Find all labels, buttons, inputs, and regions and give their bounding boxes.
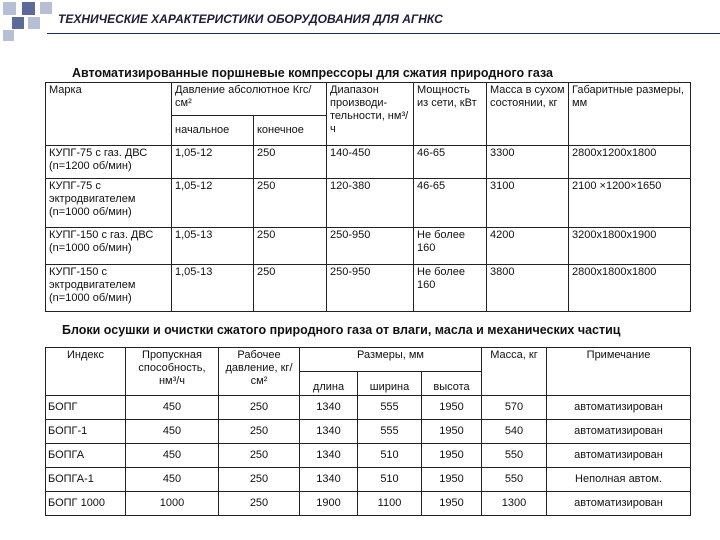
header-work-pressure: Рабочее давление, кг/см² [219, 348, 300, 396]
header-brand: Марка [46, 83, 172, 146]
cell-p-end: 250 [254, 265, 327, 312]
header-width: ширина [358, 372, 422, 396]
cell-note: автоматизирован [547, 492, 691, 516]
cell-power: Не более 160 [414, 228, 487, 265]
cell-throughput: 450 [126, 420, 219, 444]
title-divider [47, 33, 720, 34]
cell-mass: 550 [482, 468, 547, 492]
cell-mass: 3300 [487, 146, 569, 179]
header-mass: Масса в сухом состоянии, кг [487, 83, 569, 146]
cell-height: 1950 [422, 444, 482, 468]
cell-width: 510 [358, 468, 422, 492]
cell-brand: КУПГ-75 с газ. ДВС (n=1200 об/мин) [46, 146, 172, 179]
cell-p-end: 250 [254, 179, 327, 228]
cell-capacity: 140-450 [327, 146, 414, 179]
cell-brand: КУПГ-75 с эктродвигателем (n=1000 об/мин) [46, 179, 172, 228]
dryer-blocks-table [45, 347, 691, 516]
cell-width: 510 [358, 444, 422, 468]
cell-height: 1950 [422, 420, 482, 444]
page-title: ТЕХНИЧЕСКИЕ ХАРАКТЕРИСТИКИ ОБОРУДОВАНИЯ ДЛЯ АГНКС [58, 12, 443, 26]
header-height: высота [422, 372, 482, 396]
cell-p-end: 250 [254, 146, 327, 179]
cell-p-start: 1,05-13 [172, 228, 254, 265]
header-power: Мощность из сети, кВт [414, 83, 487, 146]
cell-height: 1950 [422, 468, 482, 492]
table-row [46, 396, 691, 420]
cell-dims: 2800х1800х1800 [569, 265, 691, 312]
header-note: Примечание [547, 348, 691, 396]
cell-height: 1950 [422, 396, 482, 420]
cell-mass: 3800 [487, 265, 569, 312]
header-pressure-end: конечное [254, 116, 327, 146]
cell-pressure: 250 [219, 444, 300, 468]
cell-p-start: 1,05-12 [172, 146, 254, 179]
cell-dims: 2800х1200х1800 [569, 146, 691, 179]
cell-note: автоматизирован [547, 420, 691, 444]
table-row [46, 265, 691, 312]
header-index: Индекс [46, 348, 126, 396]
cell-throughput: 450 [126, 468, 219, 492]
cell-p-start: 1,05-12 [172, 179, 254, 228]
cell-dims: 2100 ×1200×1650 [569, 179, 691, 228]
cell-width: 555 [358, 396, 422, 420]
cell-note: Неполная автом. [547, 468, 691, 492]
header-capacity: Диапазон производи-тельности, нм³/ч [327, 83, 414, 146]
cell-length: 1340 [300, 420, 358, 444]
cell-index: БОПГА-1 [46, 468, 126, 492]
cell-brand: КУПГ-150 с газ. ДВС (n=1000 об/мин) [46, 228, 172, 265]
dryer-section-title: Блоки осушки и очистки сжатого природного газа от влаги, масла и механических частиц [62, 323, 621, 337]
cell-throughput: 450 [126, 444, 219, 468]
cell-length: 1340 [300, 468, 358, 492]
cell-index: БОПГ [46, 396, 126, 420]
table-row [46, 179, 691, 228]
cell-mass: 3100 [487, 179, 569, 228]
cell-width: 1100 [358, 492, 422, 516]
cell-length: 1340 [300, 396, 358, 420]
table-row [46, 420, 691, 444]
cell-power: Не более 160 [414, 265, 487, 312]
cell-pressure: 250 [219, 420, 300, 444]
cell-mass: 570 [482, 396, 547, 420]
cell-width: 555 [358, 420, 422, 444]
cell-index: БОПГ 1000 [46, 492, 126, 516]
cell-throughput: 450 [126, 396, 219, 420]
cell-note: автоматизирован [547, 396, 691, 420]
table-row [46, 146, 691, 179]
cell-dims: 3200х1800х1900 [569, 228, 691, 265]
cell-mass: 4200 [487, 228, 569, 265]
compressors-section-title: Автоматизированные поршневые компрессоры для сжатия природного газа [72, 66, 553, 80]
cell-mass: 540 [482, 420, 547, 444]
table-row [46, 468, 691, 492]
header-mass: Масса, кг [482, 348, 547, 396]
header-pressure: Давление абсолютное Кгс/см² [172, 83, 327, 116]
cell-note: автоматизирован [547, 444, 691, 468]
table-row [46, 444, 691, 468]
header-dims: Габаритные размеры, мм [569, 83, 691, 146]
corner-squares-decoration [0, 0, 60, 44]
header-length: длина [300, 372, 358, 396]
cell-length: 1900 [300, 492, 358, 516]
cell-pressure: 250 [219, 492, 300, 516]
cell-capacity: 120-380 [327, 179, 414, 228]
compressors-table [45, 82, 691, 312]
cell-index: БОПГ-1 [46, 420, 126, 444]
cell-pressure: 250 [219, 396, 300, 420]
cell-capacity: 250-950 [327, 265, 414, 312]
header-throughput: Пропускная способность, нм³/ч [126, 348, 219, 396]
cell-pressure: 250 [219, 468, 300, 492]
table-row [46, 228, 691, 265]
cell-p-end: 250 [254, 228, 327, 265]
cell-mass: 550 [482, 444, 547, 468]
table-row [46, 492, 691, 516]
cell-capacity: 250-950 [327, 228, 414, 265]
header-sizes: Размеры, мм [300, 348, 482, 372]
cell-index: БОПГА [46, 444, 126, 468]
cell-power: 46-65 [414, 179, 487, 228]
cell-mass: 1300 [482, 492, 547, 516]
cell-p-start: 1,05-13 [172, 265, 254, 312]
cell-brand: КУПГ-150 с эктродвигателем (n=1000 об/мин) [46, 265, 172, 312]
header-pressure-start: начальное [172, 116, 254, 146]
cell-length: 1340 [300, 444, 358, 468]
cell-power: 46-65 [414, 146, 487, 179]
cell-height: 1950 [422, 492, 482, 516]
cell-throughput: 1000 [126, 492, 219, 516]
